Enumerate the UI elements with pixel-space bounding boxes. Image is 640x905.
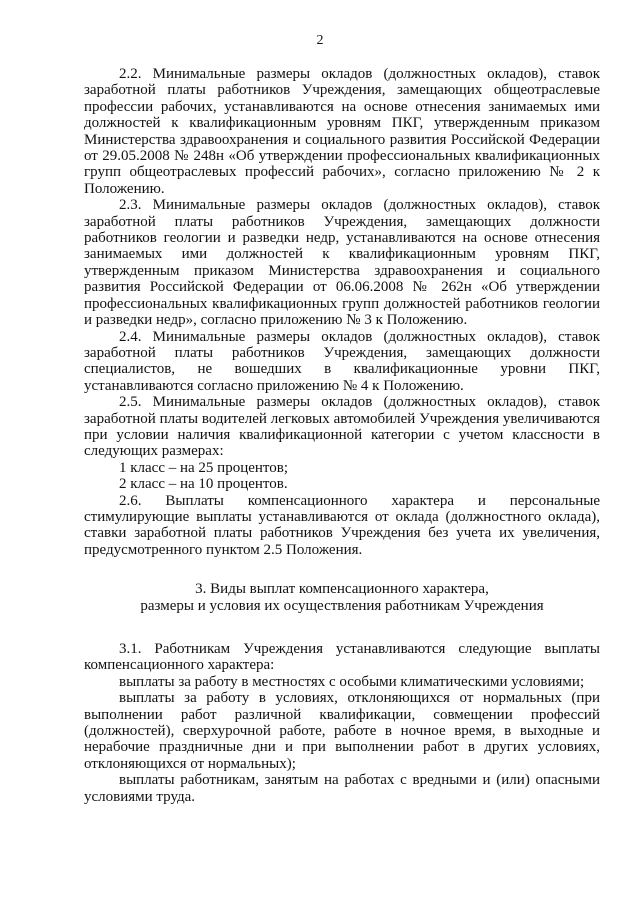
document-body [84, 66, 600, 805]
class-item-1: 1 класс – на 25 процентов; [119, 459, 289, 476]
class-item-2: 2 класс – на 10 процентов. [119, 476, 288, 493]
list-item-harmful-conditions: выплаты работникам, занятым на работах с вредными и (или) опасными условиями труда. [84, 772, 600, 805]
section-3-title-line-1: 3. Виды выплат компенсационного характера, [195, 581, 489, 598]
paragraph-2-5: 2.5. Минимальные размеры окладов (должностных окладов), ставок заработной платы водителей легковых автомобилей Учреждения увеличиваются при условии наличия квалификационной категории с учетом классности в следующих размерах: [84, 394, 600, 460]
section-3-title-line-2: размеры и условия их осуществления работникам Учреждения [140, 597, 544, 614]
paragraph-2-3: 2.3. Минимальные размеры окладов (должностных окладов), ставок заработной платы работников Учреждения, замещающих должности работников геологии и разведки недр, устанавливаются на основе отнесения занимаемых ими должностей к квалификационным уровням ПКГ, утвержденным приказом Министерства здравоохранения и социального развития Российской Федерации от 06.06.2008 № 262н «Об утверждении профессиональных квалификационных групп должностей работников геологии и разведки недр», согласно приложению № 3 к Положению. [84, 197, 600, 329]
page-number: 2 [316, 33, 324, 48]
section-3-heading [84, 581, 600, 614]
paragraph-2-4: 2.4. Минимальные размеры окладов (должностных окладов), ставок заработной платы работников Учреждения, замещающих должности специалистов, не вошедших в квалификационные уровни ПКГ, устанавливаются согласно приложению № 4 к Положению. [84, 328, 600, 394]
paragraph-2-6: 2.6. Выплаты компенсационного характера и персональные стимулирующие выплаты устанавливаются от оклада (должностного оклада), ставки заработной платы работников Учреждения без учета их увеличения, предусмотренного пунктом 2.5 Положения. [84, 492, 600, 558]
list-item-climatic: выплаты за работу в местностях с особыми климатическими условиями; [119, 673, 585, 690]
list-item-abnormal-conditions: выплаты за работу в условиях, отклоняющихся от нормальных (при выполнении работ различной квалификации, совмещении профессий (должностей), сверхурочной работе, работе в ночное время, в выходные и нерабочие праздничные дни и при выполнении работ в других условиях, отклоняющихся от нормальных); [84, 690, 600, 772]
paragraph-2-2: 2.2. Минимальные размеры окладов (должностных окладов), ставок заработной платы работников Учреждения, замещающих общеотраслевые профессии рабочих, устанавливаются на основе отнесения занимаемых ими должностей к квалификационным уровням ПКГ, утвержденным приказом Министерства здравоохранения и социального развития Российской Федерации от 29.05.2008 № 248н «Об утверждении профессиональных квалификационных групп общеотраслевых профессий рабочих», согласно приложению № 2 к Положению. [84, 66, 600, 197]
paragraph-3-1: 3.1. Работникам Учреждения устанавливаются следующие выплаты компенсационного характера: [84, 641, 600, 674]
